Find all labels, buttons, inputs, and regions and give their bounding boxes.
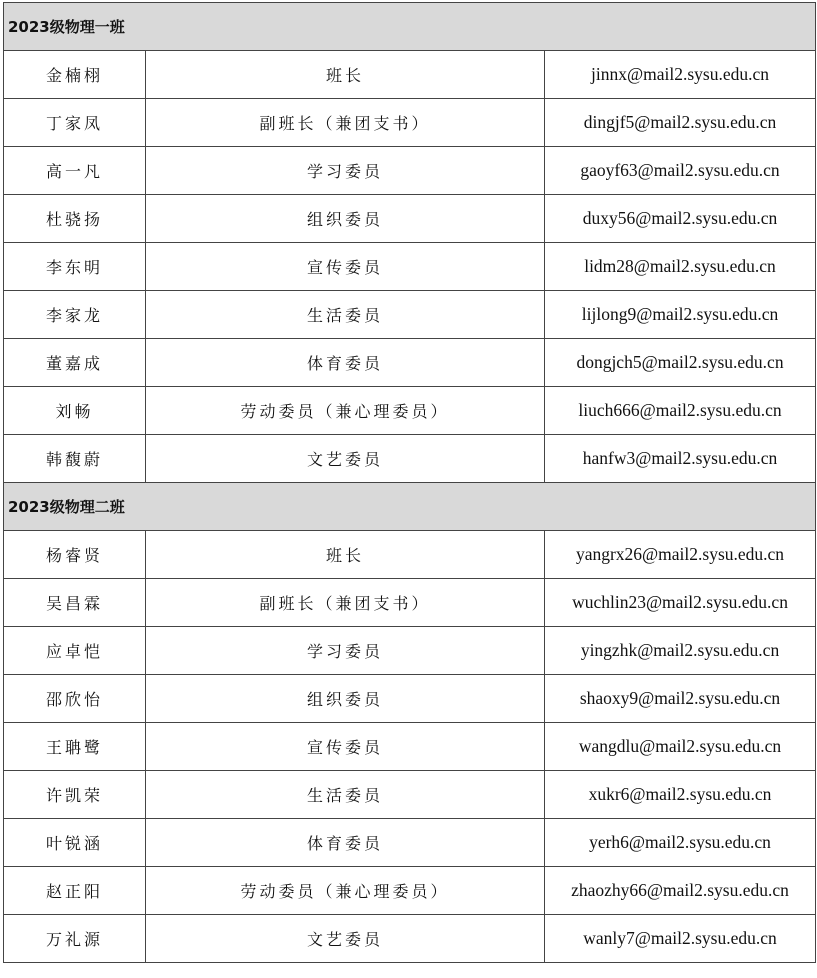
table-row	[4, 195, 816, 243]
member-name-cell: 李东明	[4, 243, 146, 291]
member-name-cell: 丁家凤	[4, 99, 146, 147]
member-name-cell: 杜骁扬	[4, 195, 146, 243]
member-email-cell: yingzhk@mail2.sysu.edu.cn	[545, 627, 816, 675]
member-role-cell: 体育委员	[146, 819, 545, 867]
member-role-cell: 班长	[146, 51, 545, 99]
table-body	[4, 3, 816, 963]
member-email-cell: duxy56@mail2.sysu.edu.cn	[545, 195, 816, 243]
table-row	[4, 339, 816, 387]
member-role-cell: 宣传委员	[146, 243, 545, 291]
member-role-cell: 劳动委员（兼心理委员）	[146, 387, 545, 435]
member-email-cell: lijlong9@mail2.sysu.edu.cn	[545, 291, 816, 339]
table-row	[4, 291, 816, 339]
member-role-cell: 班长	[146, 531, 545, 579]
member-role-cell: 体育委员	[146, 339, 545, 387]
member-email-cell: xukr6@mail2.sysu.edu.cn	[545, 771, 816, 819]
member-role-cell: 组织委员	[146, 195, 545, 243]
member-role-cell: 生活委员	[146, 771, 545, 819]
member-role-cell: 组织委员	[146, 675, 545, 723]
member-role-cell: 学习委员	[146, 147, 545, 195]
member-email-cell: shaoxy9@mail2.sysu.edu.cn	[545, 675, 816, 723]
member-email-cell: hanfw3@mail2.sysu.edu.cn	[545, 435, 816, 483]
member-email-cell: dongjch5@mail2.sysu.edu.cn	[545, 339, 816, 387]
member-name-cell: 刘畅	[4, 387, 146, 435]
table-row	[4, 243, 816, 291]
member-name-cell: 万礼源	[4, 915, 146, 963]
table-row	[4, 867, 816, 915]
section-header-row	[4, 483, 816, 531]
member-role-cell: 劳动委员（兼心理委员）	[146, 867, 545, 915]
member-email-cell: dingjf5@mail2.sysu.edu.cn	[545, 99, 816, 147]
member-role-cell: 生活委员	[146, 291, 545, 339]
member-name-cell: 吴昌霖	[4, 579, 146, 627]
member-role-cell: 副班长（兼团支书）	[146, 579, 545, 627]
table-row	[4, 99, 816, 147]
member-email-cell: jinnx@mail2.sysu.edu.cn	[545, 51, 816, 99]
section-header-row	[4, 3, 816, 51]
member-name-cell: 李家龙	[4, 291, 146, 339]
member-email-cell: wuchlin23@mail2.sysu.edu.cn	[545, 579, 816, 627]
table-row	[4, 771, 816, 819]
table-row	[4, 51, 816, 99]
member-role-cell: 文艺委员	[146, 435, 545, 483]
table-row	[4, 435, 816, 483]
member-name-cell: 叶锐涵	[4, 819, 146, 867]
member-name-cell: 高一凡	[4, 147, 146, 195]
class-committee-table	[3, 2, 816, 963]
table-row	[4, 531, 816, 579]
member-name-cell: 韩馥蔚	[4, 435, 146, 483]
table-row	[4, 627, 816, 675]
table-row	[4, 723, 816, 771]
table-row	[4, 147, 816, 195]
member-name-cell: 王聃鹭	[4, 723, 146, 771]
member-name-cell: 许凯荣	[4, 771, 146, 819]
member-email-cell: wangdlu@mail2.sysu.edu.cn	[545, 723, 816, 771]
member-email-cell: yerh6@mail2.sysu.edu.cn	[545, 819, 816, 867]
member-name-cell: 赵正阳	[4, 867, 146, 915]
section-title: 2023级物理二班	[4, 483, 816, 531]
member-email-cell: liuch666@mail2.sysu.edu.cn	[545, 387, 816, 435]
member-name-cell: 董嘉成	[4, 339, 146, 387]
member-name-cell: 应卓恺	[4, 627, 146, 675]
member-name-cell: 杨睿贤	[4, 531, 146, 579]
member-name-cell: 邵欣怡	[4, 675, 146, 723]
member-email-cell: zhaozhy66@mail2.sysu.edu.cn	[545, 867, 816, 915]
member-name-cell: 金楠栩	[4, 51, 146, 99]
member-role-cell: 文艺委员	[146, 915, 545, 963]
member-role-cell: 副班长（兼团支书）	[146, 99, 545, 147]
member-role-cell: 宣传委员	[146, 723, 545, 771]
member-email-cell: wanly7@mail2.sysu.edu.cn	[545, 915, 816, 963]
table-row	[4, 675, 816, 723]
section-title: 2023级物理一班	[4, 3, 816, 51]
table-row	[4, 819, 816, 867]
table-row	[4, 579, 816, 627]
member-email-cell: gaoyf63@mail2.sysu.edu.cn	[545, 147, 816, 195]
member-email-cell: lidm28@mail2.sysu.edu.cn	[545, 243, 816, 291]
member-role-cell: 学习委员	[146, 627, 545, 675]
table-row	[4, 387, 816, 435]
table-row	[4, 915, 816, 963]
member-email-cell: yangrx26@mail2.sysu.edu.cn	[545, 531, 816, 579]
